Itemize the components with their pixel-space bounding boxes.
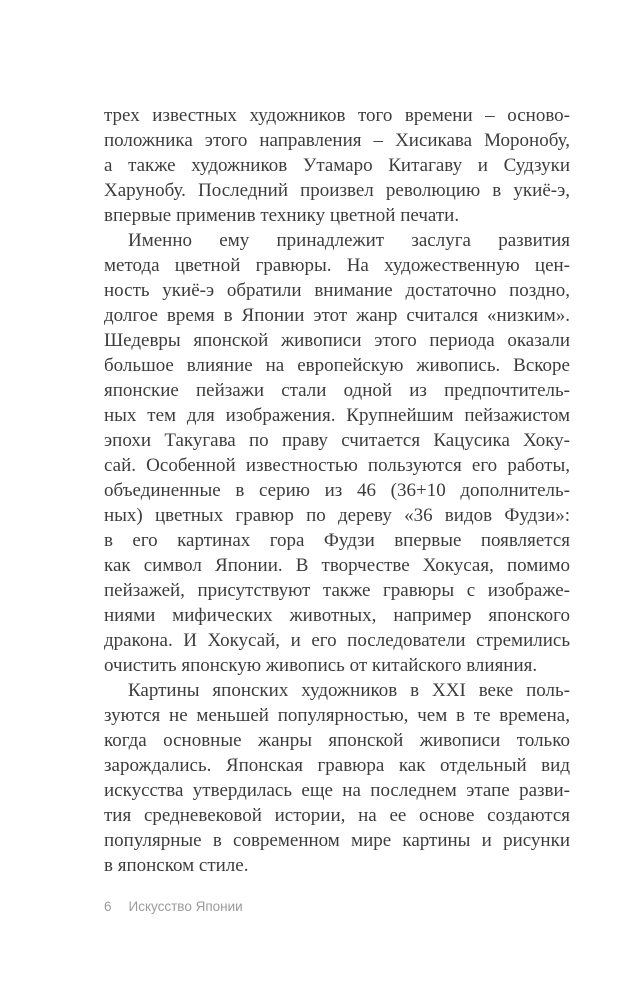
text-line: как символ Японии. В творчестве Хокусая, помимо <box>104 555 570 576</box>
text-line: в его картинах гора Фудзи впервые появляется <box>104 530 570 551</box>
text-line: зарождались. Японская гравюра как отдельный вид <box>104 755 570 776</box>
text-line: метода цветной гравюры. На художественную цен- <box>104 255 570 276</box>
text-line: популярные в современном мире картины и рисунки <box>104 830 570 851</box>
text-line: эпохи Такугава по праву считается Кацусика Хоку- <box>104 430 570 451</box>
text-line: Картины японских художников в XXI веке поль- <box>128 680 570 701</box>
text-line: японские пейзажи стали одной из предпочтитель- <box>104 380 570 401</box>
running-title: Искусство Японии <box>128 899 243 914</box>
text-line: положника этого направления – Хисикава Моронобу, <box>104 130 570 151</box>
text-line: ных) цветных гравюр по дереву «36 видов Фудзи»: <box>104 505 570 526</box>
paragraph <box>104 678 570 878</box>
text-line: в японском стиле. <box>104 855 249 876</box>
text-line: тия средневековой истории, на ее основе создаются <box>104 805 570 826</box>
text-line: ность укиё-э обратили внимание достаточно поздно, <box>104 280 570 301</box>
paragraph <box>104 103 570 228</box>
text-line: сай. Особенной известностью пользуются его работы, <box>104 455 570 476</box>
text-line: Харунобу. Последний произвел революцию в укиё-э, <box>104 180 570 201</box>
page-footer <box>104 899 243 915</box>
text-line: очистить японскую живопись от китайского влияния. <box>104 655 538 676</box>
text-line: трех известных художников того времени – осново- <box>104 105 570 126</box>
text-line: зуются не меньшей популярностью, чем в те времена, <box>104 705 570 726</box>
text-line: впервые применив технику цветной печати. <box>104 205 460 226</box>
text-line: долгое время в Японии этот жанр считался «низким». <box>104 305 570 326</box>
page-number: 6 <box>104 899 112 914</box>
text-line: искусства утвердилась еще на последнем этапе разви- <box>104 780 570 801</box>
text-line: а также художников Утамаро Китагаву и Судзуки <box>104 155 570 176</box>
text-line: ниями мифических животных, например японского <box>104 605 570 626</box>
paragraph <box>104 228 570 678</box>
text-line: объединенные в серию из 46 (36+10 дополнитель- <box>104 480 570 501</box>
text-line: Шедевры японской живописи этого периода оказали <box>104 330 570 351</box>
text-line: пейзажей, присутствуют также гравюры с изображе- <box>104 580 570 601</box>
text-line: дракона. И Хокусай, и его последователи стремились <box>104 630 570 651</box>
text-line: большое влияние на европейскую живопись. Вскоре <box>104 355 570 376</box>
text-line: ных тем для изображения. Крупнейшим пейзажистом <box>104 405 570 426</box>
page-text <box>104 103 570 878</box>
text-line: Именно ему принадлежит заслуга развития <box>128 230 570 251</box>
text-line: когда основные жанры японской живописи только <box>104 730 570 751</box>
